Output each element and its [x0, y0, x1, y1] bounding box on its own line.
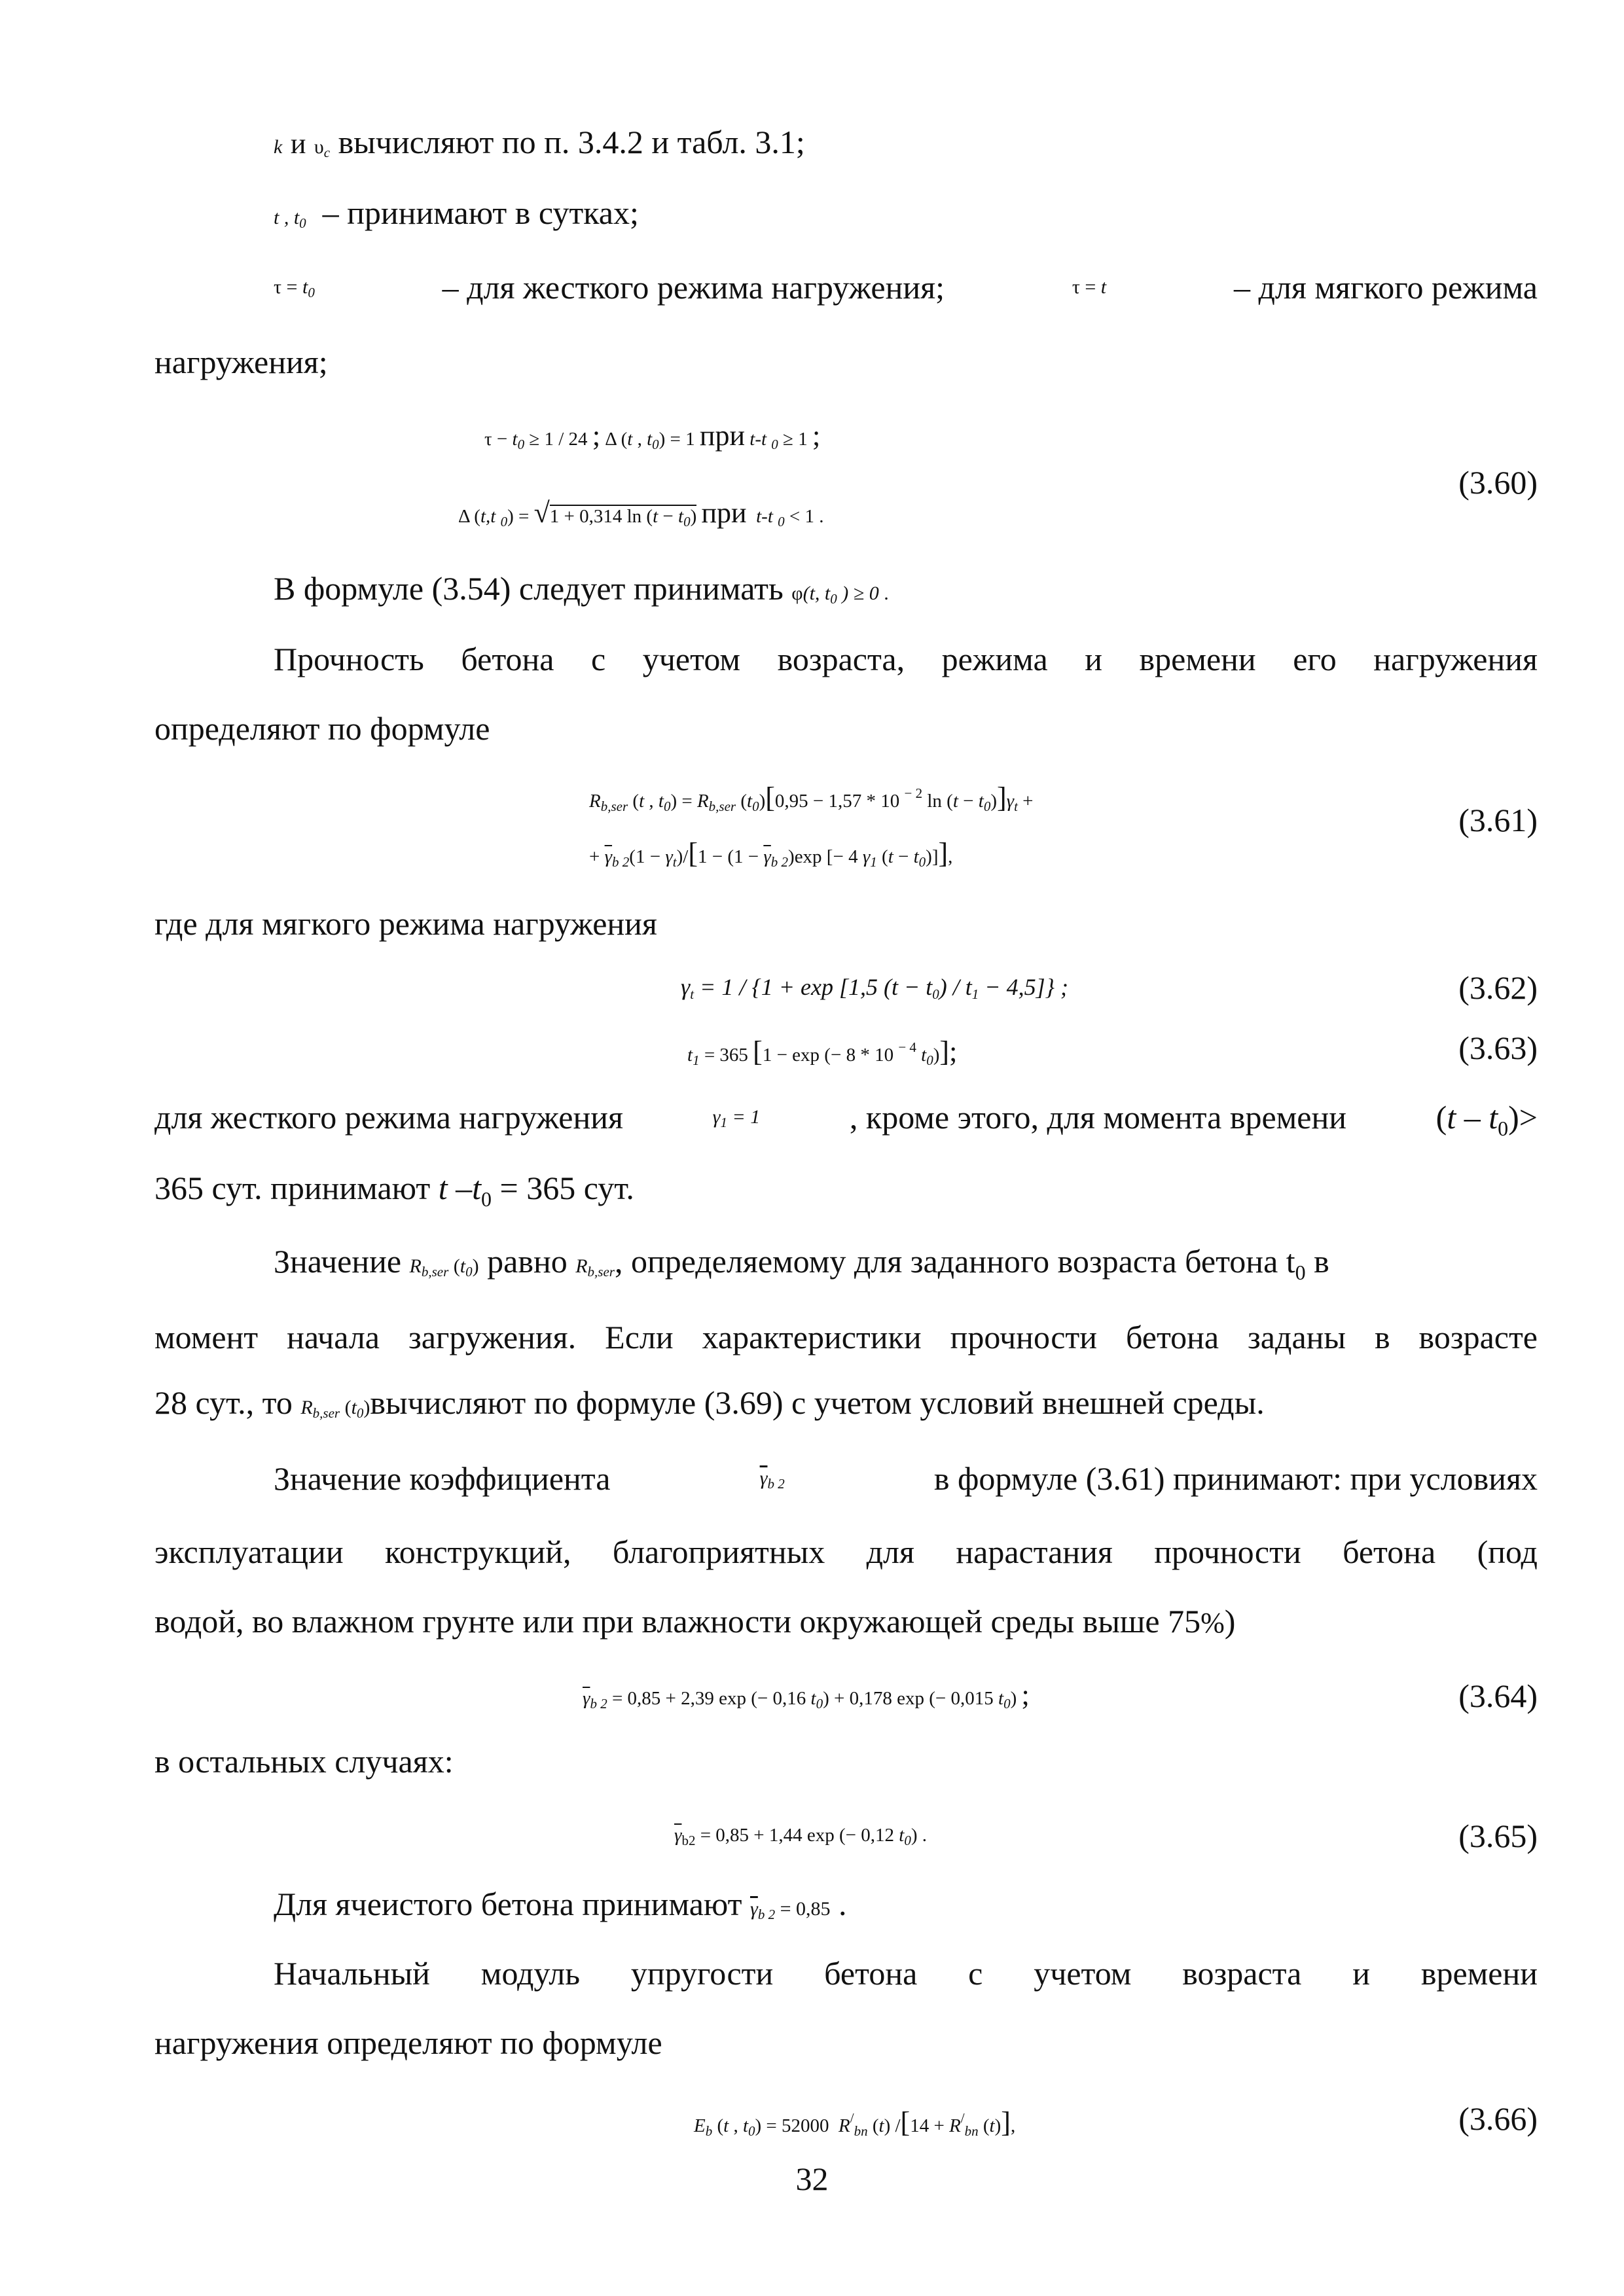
- formula-361-row-2: + $\overline{\gamma}_{b 2}(1 - \gamma_t)/[1 - (1 - \overline{\gamma}_{b 2})\exp$ [− 4 $\gamma_1$ $(t - t_0)$]],: [589, 837, 953, 870]
- word-pri-2: при: [701, 497, 747, 529]
- text-line-15: Значение коэффициента $\overline{\gamma}_{b 2}$ в формуле (3.61) принимают: при условиях: [274, 1458, 1538, 1504]
- line-1-text: вычисляют по п. 3.4.2 и табл. 3.1;: [338, 124, 805, 160]
- equation-number-364: (3.64): [1458, 1677, 1538, 1714]
- formula-365: $\overline{\gamma}_{b2} = 0,85 + 1,44$ exp (− 0,12 $t_0$) .: [674, 1825, 928, 1848]
- text-line-17: водой, во влажном грунте или при влажности окружающей среды выше 75%): [154, 1603, 1236, 1640]
- equation-number-365: (3.65): [1458, 1818, 1538, 1854]
- line-10-text-b: , кроме этого, для момента времени: [849, 1099, 1346, 1136]
- line-12-text-a: Значение: [274, 1243, 402, 1280]
- line-10-text-a: для жесткого режима нагружения: [154, 1099, 623, 1136]
- line-19-text: Для ячеистого бетона принимают: [274, 1886, 742, 1922]
- page-number: 32: [795, 2161, 829, 2197]
- line-3-text-b: – для мягкого режима: [1233, 269, 1538, 306]
- text-line-13: момент начала загружения. Если характеристики прочности бетона заданы в возрасте: [154, 1319, 1538, 1355]
- formula-366: $E_b$ (t , $t_0) = 52000$ $R^/_{bn}$ (t) $/[14 + R^/_{bn}$ (t)],: [694, 2106, 1016, 2139]
- text-line-21: нагружения определяют по формуле: [154, 2024, 662, 2061]
- equation-number-366: (3.66): [1458, 2100, 1538, 2137]
- text-line-1: k и $\upsilon_c$ вычисляют по п. 3.4.2 и табл. 3.1;: [274, 124, 805, 160]
- equation-number-361: (3.61): [1458, 802, 1538, 838]
- text-line-2: t , $t_0$ – принимают в сутках;: [274, 194, 639, 231]
- equation-number-363: (3.63): [1458, 1030, 1538, 1066]
- text-line-9: где для мягкого режима нагружения: [154, 905, 657, 942]
- line-17-text: водой, во влажном грунте или при влажности окружающей среды выше 75: [154, 1603, 1201, 1640]
- formula-362: $\gamma_t = 1 / \{1 + \exp [1,5$ $(t - t_0) / t_1 - 4,5$]} ;: [681, 974, 1068, 1002]
- text-line-11: 365 сут. принимают t $-t_0 = 365$ сут.: [154, 1170, 634, 1211]
- text-line-14: 28 сут., то $R_{b,ser}$ $(t_0)вычисляют$ по формуле (3.69) с учетом условий внешней среды.: [154, 1384, 1265, 1421]
- text-line-19: Для ячеистого бетона принимают $\overline{\gamma}_{b 2} = 0,85$ .: [274, 1886, 847, 1922]
- text-line-18: в остальных случаях:: [154, 1743, 454, 1780]
- equation-number-360: (3.60): [1458, 464, 1538, 501]
- line-6-text: В формуле (3.54) следует принимать: [274, 570, 784, 607]
- line-11-text: 365 сут. принимают: [154, 1170, 431, 1206]
- formula-364: $\overline{\gamma}_{b 2} = 0,85 + 2,39$ exp (− 0,16 $t_0) + 0,178$ exp (− 0,015 $t_0$) ;: [583, 1679, 1030, 1712]
- line-3-text-a: – для жесткого режима нагружения;: [442, 269, 945, 306]
- line-2-text: – принимают в сутках;: [322, 194, 639, 231]
- percent-sign: %: [1200, 1607, 1225, 1639]
- text-line-4: нагружения;: [154, 344, 328, 380]
- line-14-text-b: вычисляют по формуле (3.69) с учетом условий внешней среды.: [370, 1384, 1265, 1421]
- word-pri-1: при: [699, 420, 745, 452]
- formula-360-row-2: Δ (t,t $_0$) = √1 + 0,314 $\ln (t - t_0)$ при t-t $_0$ < 1 .: [458, 497, 824, 529]
- text-line-16: эксплуатации конструкций, благоприятных для нарастания прочности бетона (под: [154, 1534, 1538, 1570]
- text-line-6: В формуле (3.54) следует принимать φ(t, $t_0$ ) ≥ 0 .: [274, 570, 889, 607]
- equation-number-362: (3.62): [1458, 969, 1538, 1006]
- line-12-text-b: равно: [487, 1243, 568, 1280]
- line-12-text-c: , определяемому для заданного возраста бетона t: [614, 1243, 1295, 1280]
- text-line-20: Начальный модуль упругости бетона с учетом возраста и времени: [274, 1955, 1538, 1992]
- line-14-text-a: 28 сут., то: [154, 1384, 293, 1421]
- text-line-7: Прочность бетона с учетом возраста, режима и времени его нагружения: [274, 641, 1538, 677]
- text-line-10: для жесткого режима нагружения $\gamma_1 = 1$ , кроме этого, для момента времени $(t - t_0)>$: [154, 1097, 1538, 1149]
- formula-363: $t_1 = 365$ [1 − exp (− 8 * 10 $^{- 4}$ $t_0$)];: [687, 1035, 958, 1068]
- line-15-text-b: в формуле (3.61) принимают: при условиях: [933, 1460, 1538, 1497]
- formula-360-row-1: $\tau - t_0 \ge 1 / 24$ ; Δ (t , $t_0) = 1$ при t-t $_0$ ≥ 1 ;: [484, 420, 821, 452]
- line-15-text-a: Значение коэффициента: [274, 1460, 611, 1497]
- text-line-12: Значение $R_{b,ser}$ $(t_0)$ равно $R_{b,ser}$, определяемому для заданного возраста бетона $t_0$ в: [274, 1243, 1329, 1284]
- text-line-8: определяют по формуле: [154, 710, 490, 747]
- formula-361-row-1: $R_{b,ser}$ (t , $t_0) = R_{b,ser}$ $(t_0)[0,95 - 1,57 * 10$ $^{- 2}$ $\ln (t - t_0)]\gamma_t$ +: [589, 781, 1034, 814]
- line-12-text-d: в: [1314, 1243, 1329, 1280]
- text-line-3: $\tau = t_0$ – для жесткого режима нагружения; τ = t – для мягкого режима: [274, 267, 1538, 313]
- line-11-tail: = 365 сут.: [499, 1170, 634, 1206]
